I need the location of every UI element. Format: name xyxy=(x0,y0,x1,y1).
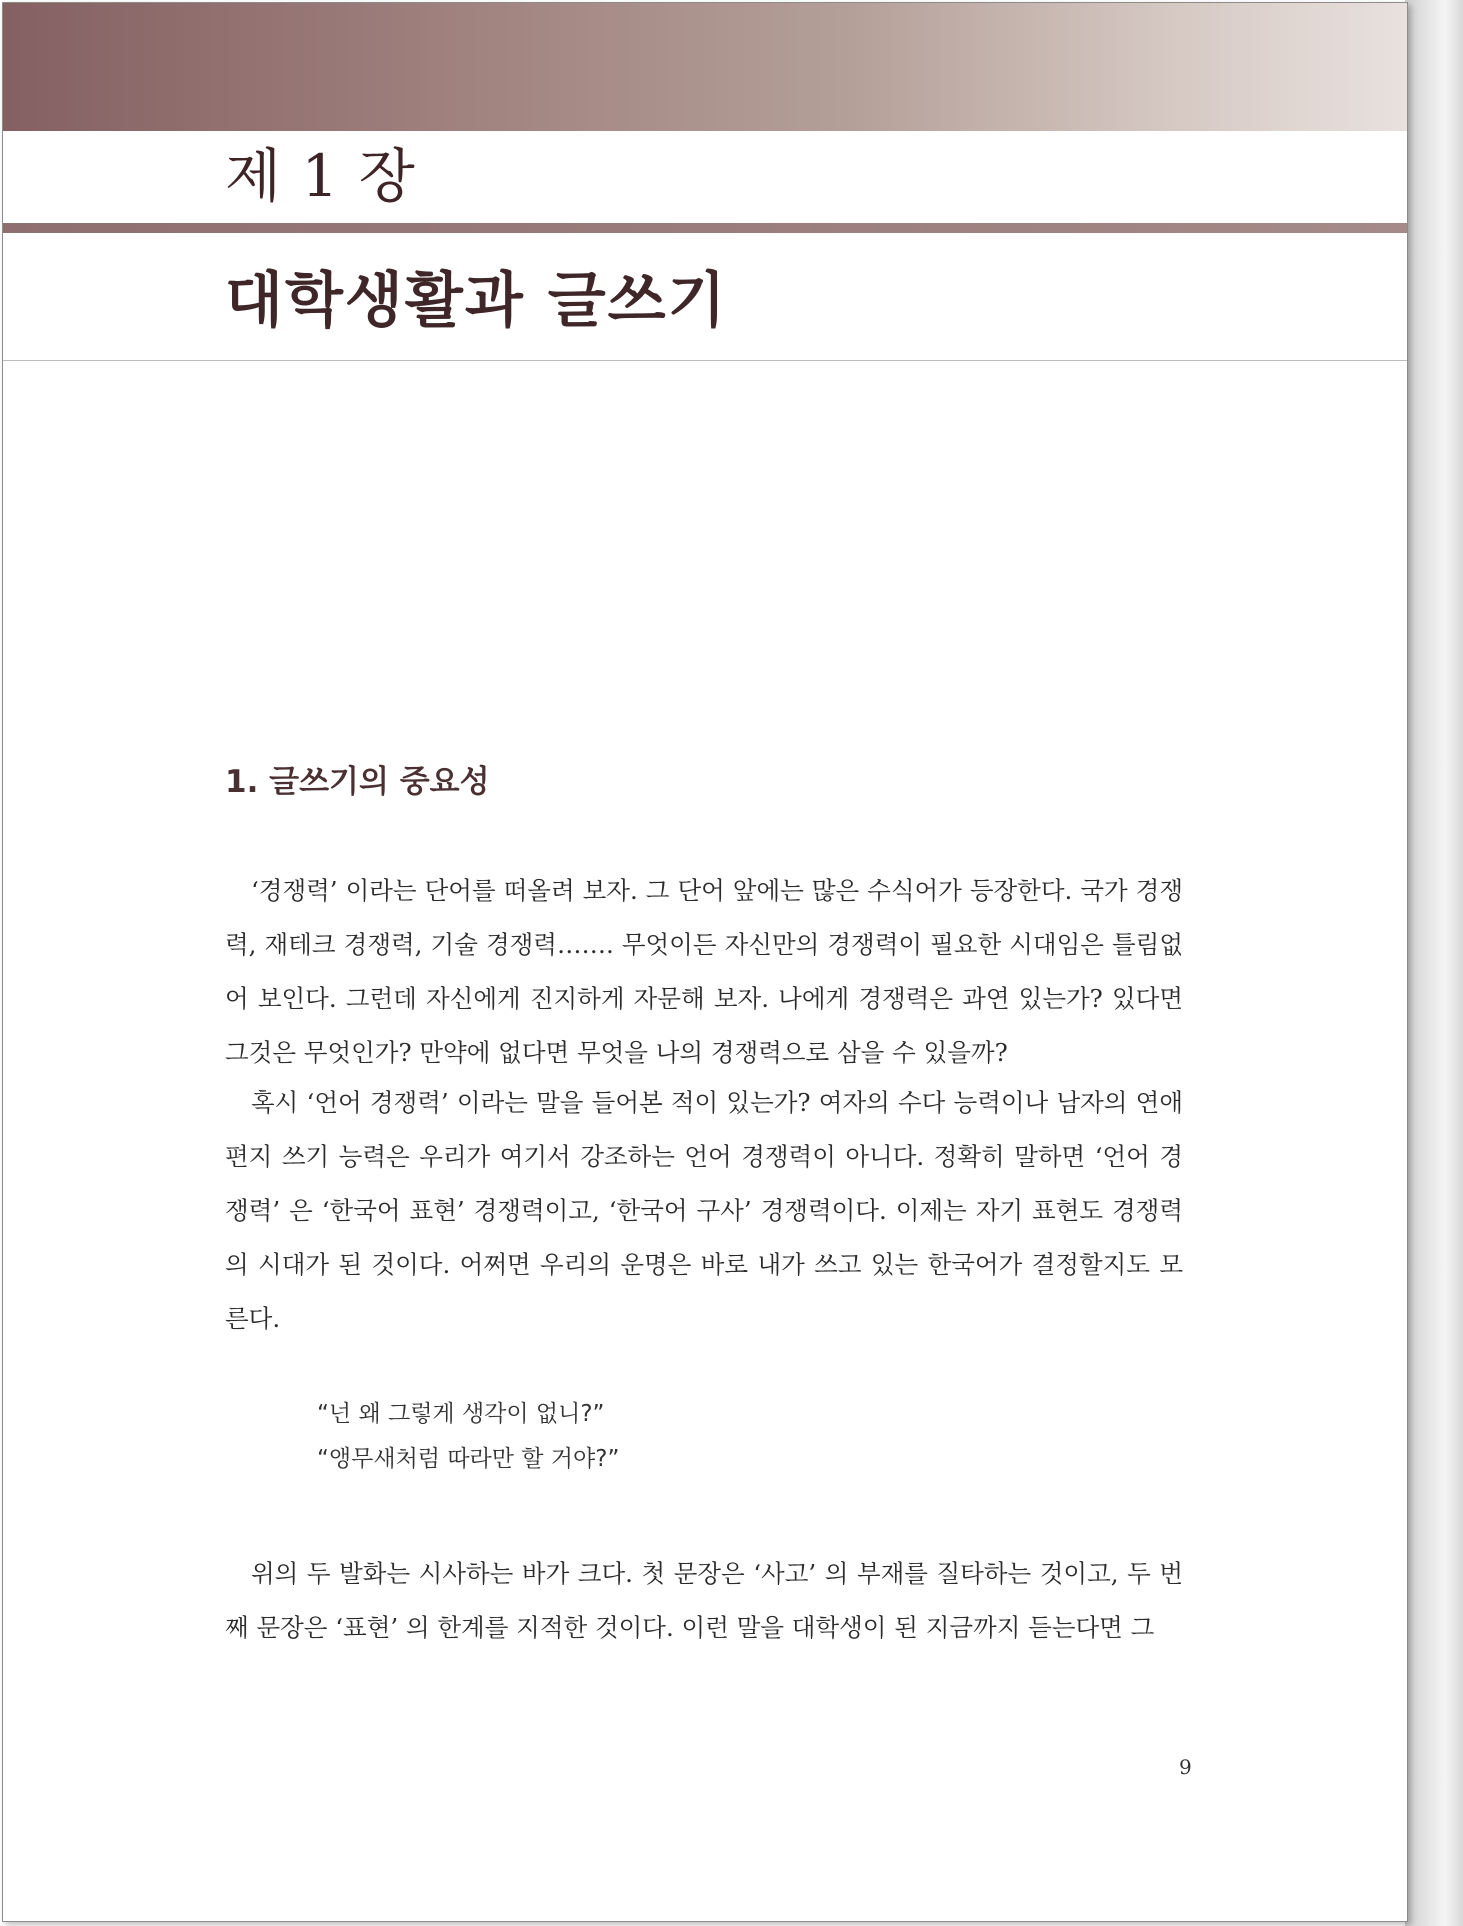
paragraph-2: 혹시 ‘언어 경쟁력’ 이라는 말을 들어본 적이 있는가? 여자의 수다 능력이나 남자의 연애편지 쓰기 능력은 우리가 여기서 강조하는 언어 경쟁력이 아니다. 정확히 말하면 ‘언어 경쟁력’ 은 ‘한국어 표현’ 경쟁력이고, ‘한국어 구사’ 경쟁력이다. 이제는 자기 표현도 경쟁력의 시대가 된 것이다. 어쩌면 우리의 운명은 바로 내가 쓰고 있는 한국어가 결정할지도 모른다. xyxy=(225,1088,1183,1333)
paragraph-1: ‘경쟁력’ 이라는 단어를 떠올려 보자. 그 단어 앞에는 많은 수식어가 등장한다. 국가 경쟁력, 재테크 경쟁력, 기술 경쟁력……. 무엇이든 자신만의 경쟁력이 필요한 시대임은 틀림없어 보인다. 그런데 자신에게 진지하게 자문해 보자. 나에게 경쟁력은 과연 있는가? 있다면 그것은 무엇인가? 만약에 없다면 무엇을 나의 경쟁력으로 삼을 수 있을까? xyxy=(225,876,1183,1067)
page-number: 9 xyxy=(1179,1755,1192,1779)
header-band xyxy=(3,3,1407,131)
title-underline xyxy=(3,360,1407,361)
chapter-divider xyxy=(3,223,1407,233)
book-edge xyxy=(1405,0,1463,1926)
chapter-label: 제 1 장 xyxy=(225,142,416,210)
section-heading: 1. 글쓰기의 중요성 xyxy=(225,764,490,800)
paragraph-3: 위의 두 발화는 시사하는 바가 크다. 첫 문장은 ‘사고’ 의 부재를 질타하는 것이고, 두 번째 문장은 ‘표현’ 의 한계를 지적한 것이다. 이런 말을 대학생이 된 지금까지 듣는다면 그 xyxy=(225,1559,1183,1642)
quote-1: “넌 왜 그렇게 생각이 없니?” xyxy=(317,1401,605,1427)
book-page xyxy=(2,2,1408,1922)
quote-2: “앵무새처럼 따라만 할 거야?” xyxy=(317,1446,620,1472)
chapter-title: 대학생활과 글쓰기 xyxy=(225,266,728,336)
